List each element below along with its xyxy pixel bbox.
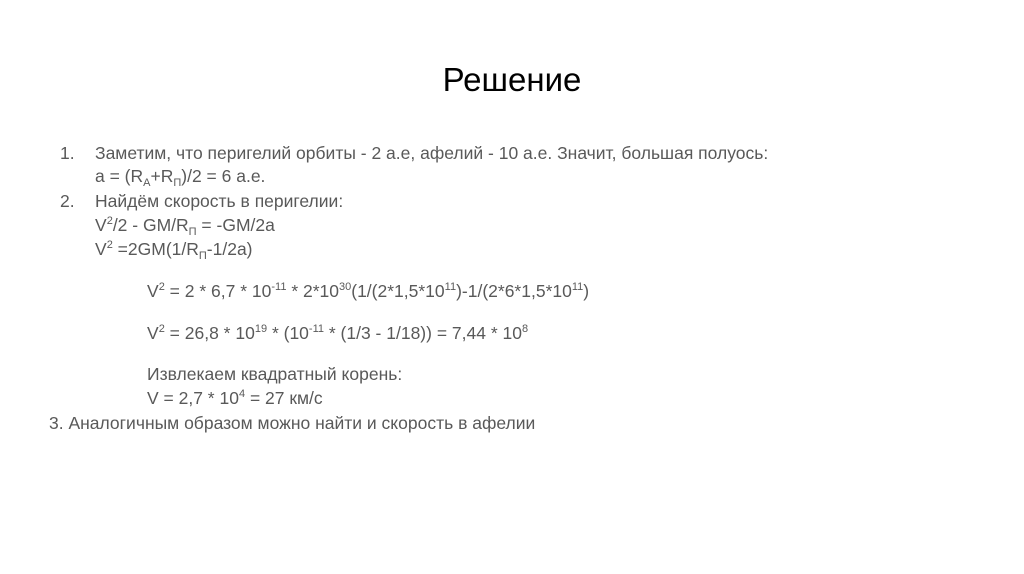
step-3-text: 3. Аналогичным образом можно найти и скорость в афелии bbox=[49, 413, 536, 433]
substitution-formula: $V^2 = 2 * 6,7 * 10^{-11} * 2*10^{30}(1/(2*1,5*10^{11})-1/(2*6*1,5*10^{11})$ bbox=[147, 281, 590, 301]
velocity-result: $V = 2,7 * 10^4 = 27$ км/с bbox=[147, 388, 323, 408]
square-root-label: Извлекаем квадратный корень: bbox=[147, 364, 403, 384]
step-2-text: Найдём скорость в перигелии: bbox=[95, 191, 344, 211]
list-number-2: 2. bbox=[60, 191, 75, 211]
velocity-squared-formula: $V^2 =2GM(1/R_П-1/2a)$ bbox=[95, 239, 253, 262]
step-1-text: Заметим, что перигелий орбиты - 2 а.е, афелий - 10 а.е. Значит, большая полуось: bbox=[95, 143, 769, 163]
slide-title: Решение bbox=[442, 61, 582, 98]
computation-formula: $V^2 = 26,8 * 10^{19} * (10^{-11} * (1/3 - 1/18)) = 7,44 * 10^8$ bbox=[147, 323, 529, 343]
energy-equation: $V^2/2 - GM/R_П = -GM/2a$ bbox=[95, 215, 275, 238]
list-number-1: 1. bbox=[60, 143, 75, 163]
semi-axis-formula: $a = (R_A+R_П)/2 = 6$ а.е. bbox=[95, 166, 266, 189]
